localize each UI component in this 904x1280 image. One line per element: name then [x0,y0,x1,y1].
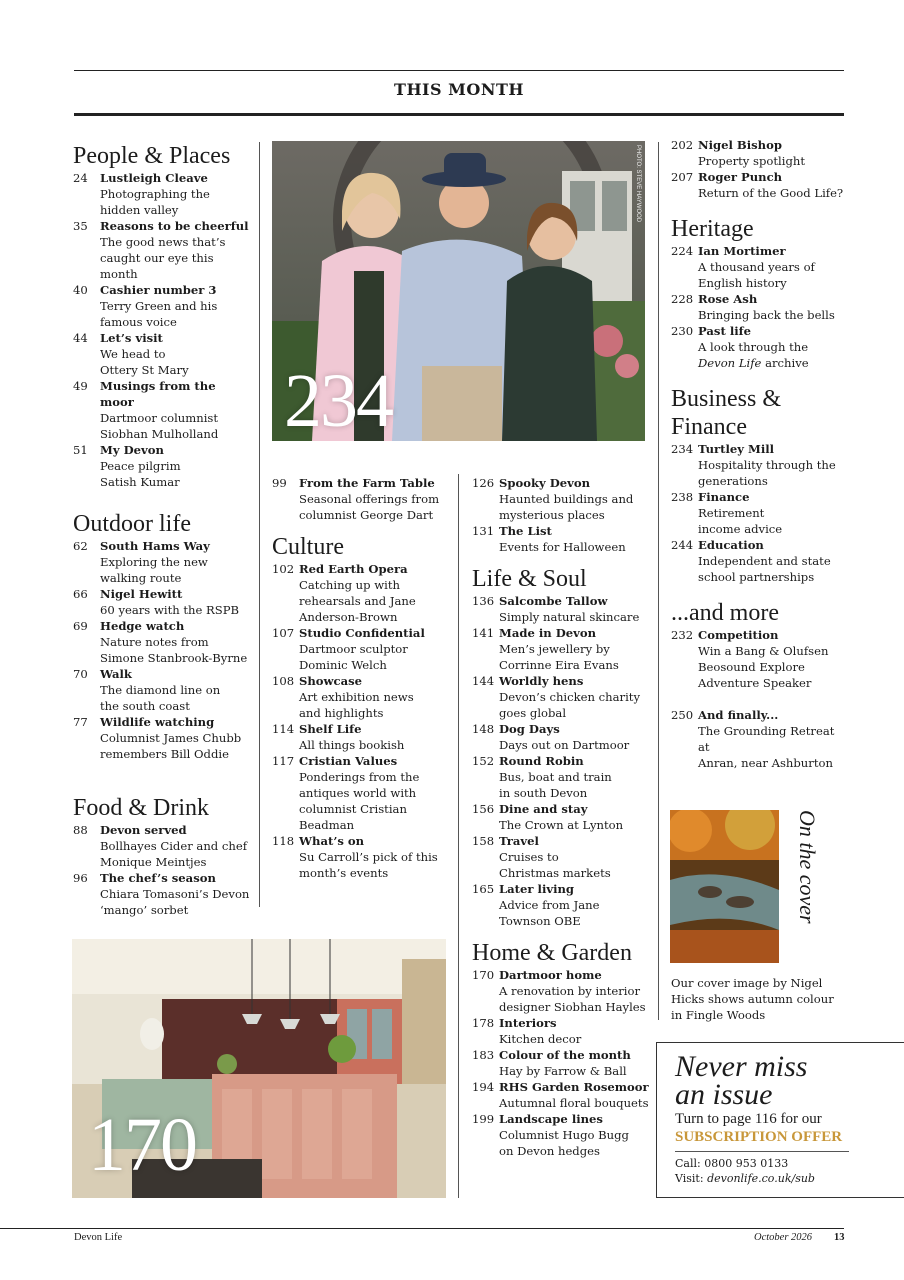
entry-title: Nigel Bishop [698,138,782,152]
entry-page-number: 238 [671,490,694,504]
entry-description: The Grounding Retreat at [698,724,835,754]
entry-page-number: 244 [671,538,694,552]
entry-description: Chiara Tomasoni’s Devon [100,887,250,901]
entry-page-number: 102 [272,562,295,576]
entry-description: Su Carroll’s pick of this [299,850,438,864]
contents-entry[interactable] [472,1079,652,1111]
entry-title: Round Robin [499,754,584,768]
cover-caption-line: Our cover image by Nigel [671,976,823,990]
subscribe-text: Turn to page 116 for our [675,1111,822,1127]
entry-page-number: 118 [272,834,295,848]
entry-page-number: 70 [73,667,88,681]
entry-description: Christmas markets [499,866,611,880]
contents-entry[interactable] [472,475,652,523]
call-label: Call: [675,1157,705,1170]
entry-description: Corrinne Eira Evans [499,658,619,672]
entry-description: The good news that’s [100,235,226,249]
contents-entry[interactable] [73,586,253,618]
contents-entry[interactable] [73,218,253,282]
entry-title: Interiors [499,1016,557,1030]
entry-title: Cashier number 3 [100,283,217,297]
entry-title: Devon served [100,823,187,837]
entry-description: Hospitality through the [698,458,836,472]
entry-description-tail: archive [761,356,809,370]
entry-page-number: 131 [472,524,495,538]
contents-entry[interactable] [472,801,652,833]
entry-description: Autumnal floral bouquets [499,1096,649,1110]
contents-entry[interactable] [671,537,847,585]
entry-title: South Hams Way [100,539,210,553]
entry-page-number: 114 [272,722,295,736]
entry-title: Showcase [299,674,362,688]
entry-page-number: 194 [472,1080,495,1094]
entry-description: Columnist James Chubb [100,731,242,745]
entry-description: income advice [698,522,783,536]
contents-entry[interactable] [472,967,652,1015]
entry-title: Wildlife watching [100,715,215,729]
visit-label: Visit: [675,1172,708,1185]
entry-description: A renovation by interior [499,984,640,998]
entry-page-number: 24 [73,171,88,185]
entry-page-number: 96 [73,871,88,885]
feature-photo-people [272,141,645,441]
entry-title: What’s on [299,834,365,848]
entry-description: Anderson-Brown [299,610,398,624]
feature-photo-kitchen [72,939,446,1198]
entry-title: RHS Garden Rosemoor [499,1080,649,1094]
cover-caption-line: Hicks shows autumn colour [671,992,834,1006]
contents-entry[interactable] [472,625,652,673]
section-heading: Home & Garden [472,940,632,966]
section-heading: Culture [272,534,344,560]
entry-page-number: 183 [472,1048,495,1062]
subscribe-website [675,1172,815,1185]
entry-description: Exploring the new [100,555,208,569]
entry-description: Ponderings from the [299,770,420,784]
footer-date: October 2026 [754,1232,813,1243]
subscribe-headline: Never miss [675,1050,808,1083]
entry-page-number: 156 [472,802,495,816]
entry-description: Cruises to [499,850,559,864]
contents-entry[interactable] [671,707,847,771]
entry-title: Worldly hens [499,674,584,688]
contents-entry[interactable] [272,721,454,753]
entry-description: Adventure Speaker [698,676,812,690]
entry-description: and highlights [299,706,384,720]
contents-entry[interactable] [472,881,652,929]
entry-description: Bus, boat and train [499,770,612,784]
contents-entry[interactable] [73,714,253,762]
entry-description: rehearsals and Jane [299,594,416,608]
entry-title: Landscape lines [499,1112,603,1126]
section-heading: Food & Drink [73,795,210,821]
entry-description: the south coast [100,699,190,713]
entry-page-number: 88 [73,823,88,837]
contents-entry[interactable] [272,753,454,833]
section-heading: Heritage [671,216,754,242]
section-heading: Outdoor life [73,511,191,537]
autumn-stream-illustration [670,810,779,963]
entry-page-number: 224 [671,244,694,258]
contents-entry[interactable] [472,1111,652,1159]
entry-page-number: 136 [472,594,495,608]
entry-description: columnist Cristian [299,802,407,816]
entry-page-number: 178 [472,1016,495,1030]
column-divider [259,142,260,907]
contents-entry[interactable] [472,1015,652,1047]
entry-page-number: 207 [671,170,694,184]
entry-title: Let’s visit [100,331,163,345]
entry-page-number: 35 [73,219,88,233]
entry-description: A look through the [698,340,809,354]
entry-description: hidden valley [100,203,179,217]
entry-title: Dog Days [499,722,560,736]
website-link[interactable]: devonlife.co.uk/sub [707,1172,815,1185]
contents-entry[interactable] [272,833,454,881]
entry-title: From the Farm Table [299,476,435,490]
entry-title: Shelf Life [299,722,362,736]
entry-page-number: 152 [472,754,495,768]
entry-description: Beosound Explore [698,660,805,674]
entry-page-number: 234 [671,442,694,456]
entry-title: Ian Mortimer [698,244,786,258]
contents-entry[interactable] [73,282,253,330]
contents-entry[interactable] [73,822,253,870]
cover-caption-line: in Fingle Woods [671,1008,766,1022]
contents-column-3 [472,475,652,1159]
contents-entry[interactable] [671,489,847,537]
entry-title: Later living [499,882,575,896]
entry-page-number: 99 [272,476,287,490]
entry-title: Dine and stay [499,802,588,816]
entry-title: My Devon [100,443,164,457]
entry-description: columnist George Dart [299,508,434,522]
contents-entry[interactable] [73,170,253,218]
contents-entry[interactable] [671,291,847,323]
footer-magazine-name: Devon Life [74,1232,123,1243]
contents-entry[interactable] [272,673,454,721]
contents-entry[interactable] [73,666,253,714]
entry-description: walking route [100,571,182,585]
contents-entry[interactable] [671,323,847,371]
entry-description: Dartmoor columnist [100,411,219,425]
entry-description: Days out on Dartmoor [499,738,630,752]
entry-title: Hedge watch [100,619,185,633]
contents-entry[interactable] [671,137,847,169]
entry-description: generations [698,474,768,488]
column-divider [458,474,459,1198]
contents-entry[interactable] [73,378,253,442]
entry-description: Dartmoor sculptor [299,642,408,656]
entry-title: The chef’s season [100,871,216,885]
masthead-rule [74,113,844,116]
contents-entry[interactable] [73,330,253,378]
entry-title: Colour of the month [499,1048,631,1062]
entry-description: Monique Meintjes [100,855,207,869]
contents-entry[interactable] [472,593,652,625]
entry-description: All things bookish [299,738,405,752]
entry-description [698,355,847,371]
entry-description: on Devon hedges [499,1144,600,1158]
entry-title: Travel [499,834,539,848]
contents-entry[interactable] [472,673,652,721]
footer-rule [0,1228,844,1229]
entry-title: And finally... [698,708,779,722]
entry-page-number: 126 [472,476,495,490]
entry-description: Win a Bang & Olufsen [698,644,829,658]
subscription-offer-link[interactable]: SUBSCRIPTION OFFER [675,1129,843,1145]
entry-page-number: 49 [73,379,88,393]
entry-page-number: 107 [272,626,295,640]
contents-entry[interactable] [73,538,253,586]
entry-description: Kitchen decor [499,1032,582,1046]
entry-page-number: 69 [73,619,88,633]
entry-description: mysterious places [499,508,605,522]
entry-page-number: 77 [73,715,88,729]
entry-title: Competition [698,628,779,642]
entry-title: Rose Ash [698,292,758,306]
entry-title: Studio Confidential [299,626,425,640]
entry-description: Haunted buildings and [499,492,634,506]
contents-entry[interactable] [472,523,652,555]
entry-description: ‘mango’ sorbet [100,903,189,917]
top-rule [74,70,844,71]
entry-description: famous voice [100,315,177,329]
entry-title: Spooky Devon [499,476,591,490]
entry-page-number: 232 [671,628,694,642]
entry-description: Men’s jewellery by [499,642,610,656]
entry-description: Events for Halloween [499,540,626,554]
contents-entry[interactable] [671,169,847,201]
entry-title: Education [698,538,764,552]
entry-title: The List [499,524,552,538]
entry-description: Bollhayes Cider and chef [100,839,248,853]
entry-description: The diamond line on [100,683,221,697]
contents-entry[interactable] [73,870,253,918]
contents-column-2 [272,475,454,881]
entry-page-number: 165 [472,882,495,896]
footer-page-number: 13 [834,1232,845,1243]
cover-caption [671,975,851,1023]
entry-title: Musings from the moor [100,379,216,409]
entry-page-number: 66 [73,587,88,601]
entry-description: in south Devon [499,786,588,800]
entry-page-number: 144 [472,674,495,688]
entry-description: Beadman [299,818,355,832]
column-divider [658,142,659,1020]
entry-description: Dominic Welch [299,658,387,672]
entry-title: Red Earth Opera [299,562,408,576]
page-title: THIS MONTH [394,80,524,99]
contents-entry[interactable] [472,1047,652,1079]
entry-description: goes global [499,706,567,720]
entry-page-number: 250 [671,708,694,722]
entry-description: Seasonal offerings from [299,492,440,506]
entry-page-number: 108 [272,674,295,688]
entry-page-number: 170 [472,968,495,982]
contents-entry[interactable] [472,753,652,801]
entry-description: Return of the Good Life? [698,186,844,200]
feature-page-number: 170 [88,1103,196,1187]
photo-credit: PHOTO: STEVE HAYWOOD [635,145,641,223]
entry-title: Cristian Values [299,754,398,768]
section-heading: ...and more [671,600,779,626]
entry-description: Catching up with [299,578,401,592]
entry-description: Columnist Hugo Bugg [499,1128,629,1142]
entry-description: Advice from Jane [499,898,600,912]
entry-page-number: 230 [671,324,694,338]
contents-entry[interactable] [272,475,454,523]
entry-description: Property spotlight [698,154,806,168]
entry-title: Past life [698,324,752,338]
entry-page-number: 117 [272,754,295,768]
entry-description: Terry Green and his [100,299,218,313]
contents-entry[interactable] [472,833,652,881]
cover-image [670,810,779,963]
section-heading: Business & Finance [671,386,782,440]
entry-description: Ottery St Mary [100,363,189,377]
entry-title: Reasons to be cheerful [100,219,249,233]
subscribe-divider [675,1151,849,1152]
subscription-box [656,1042,904,1198]
entry-title: Nigel Hewitt [100,587,183,601]
entry-description: The Crown at Lynton [499,818,624,832]
entry-page-number: 141 [472,626,495,640]
entry-title: Dartmoor home [499,968,602,982]
subscribe-headline: an issue [675,1078,773,1111]
entry-title: Walk [100,667,132,681]
contents-entry[interactable] [472,721,652,753]
contents-entry[interactable] [671,243,847,291]
entry-description: Nature notes from [100,635,209,649]
entry-description: Peace pilgrim [100,459,181,473]
contents-entry[interactable] [671,627,847,691]
entry-description: Simply natural skincare [499,610,640,624]
feature-page-number: 234 [284,359,392,441]
entry-page-number: 148 [472,722,495,736]
entry-page-number: 51 [73,443,88,457]
entry-page-number: 44 [73,331,88,345]
section-heading: People & Places [73,143,231,169]
contents-column-1 [73,142,253,918]
entry-page-number: 202 [671,138,694,152]
contents-entry[interactable] [272,561,454,625]
entry-title: Turtley Mill [698,442,775,456]
entry-description-italic: Devon Life [698,356,762,370]
entry-page-number: 40 [73,283,88,297]
entry-title: Salcombe Tallow [499,594,608,608]
entry-description: school partnerships [698,570,815,584]
entry-title: Roger Punch [698,170,783,184]
contents-entry[interactable] [272,625,454,673]
entry-page-number: 158 [472,834,495,848]
entry-description: Satish Kumar [100,475,180,489]
contents-entry[interactable] [73,442,253,490]
contents-column-4 [671,137,847,771]
entry-description: Anran, near Ashburton [698,756,833,770]
entry-description: Retirement [698,506,765,520]
contents-entry[interactable] [73,618,253,666]
entry-page-number: 199 [472,1112,495,1126]
entry-description: Hay by Farrow & Ball [499,1064,627,1078]
entry-description: Photographing the [100,187,210,201]
entry-description: English history [698,276,787,290]
entry-description: Siobhan Mulholland [100,427,219,441]
entry-page-number: 62 [73,539,88,553]
entry-description: remembers Bill Oddie [100,747,229,761]
subscribe-phone [675,1157,788,1170]
entry-description: antiques world with [299,786,417,800]
entry-description: Simone Stanbrook-Byrne [100,651,248,665]
entry-description: caught our eye this month [100,251,214,281]
contents-entry[interactable] [671,441,847,489]
entry-title: Made in Devon [499,626,597,640]
entry-page-number: 228 [671,292,694,306]
entry-title: Finance [698,490,750,504]
entry-description: designer Siobhan Hayles [499,1000,646,1014]
section-heading: Life & Soul [472,566,587,592]
entry-title: Lustleigh Cleave [100,171,208,185]
entry-description: 60 years with the RSPB [100,603,240,617]
entry-description: We head to [100,347,166,361]
entry-description: Bringing back the bells [698,308,835,322]
phone-number[interactable]: 0800 953 0133 [704,1157,789,1170]
on-the-cover-label: On the cover [795,810,820,924]
entry-description: Independent and state [698,554,831,568]
entry-description: Art exhibition news [299,690,414,704]
entry-description: month’s events [299,866,389,880]
entry-description: A thousand years of [698,260,815,274]
entry-description: Townson OBE [499,914,581,928]
entry-description: Devon’s chicken charity [499,690,641,704]
